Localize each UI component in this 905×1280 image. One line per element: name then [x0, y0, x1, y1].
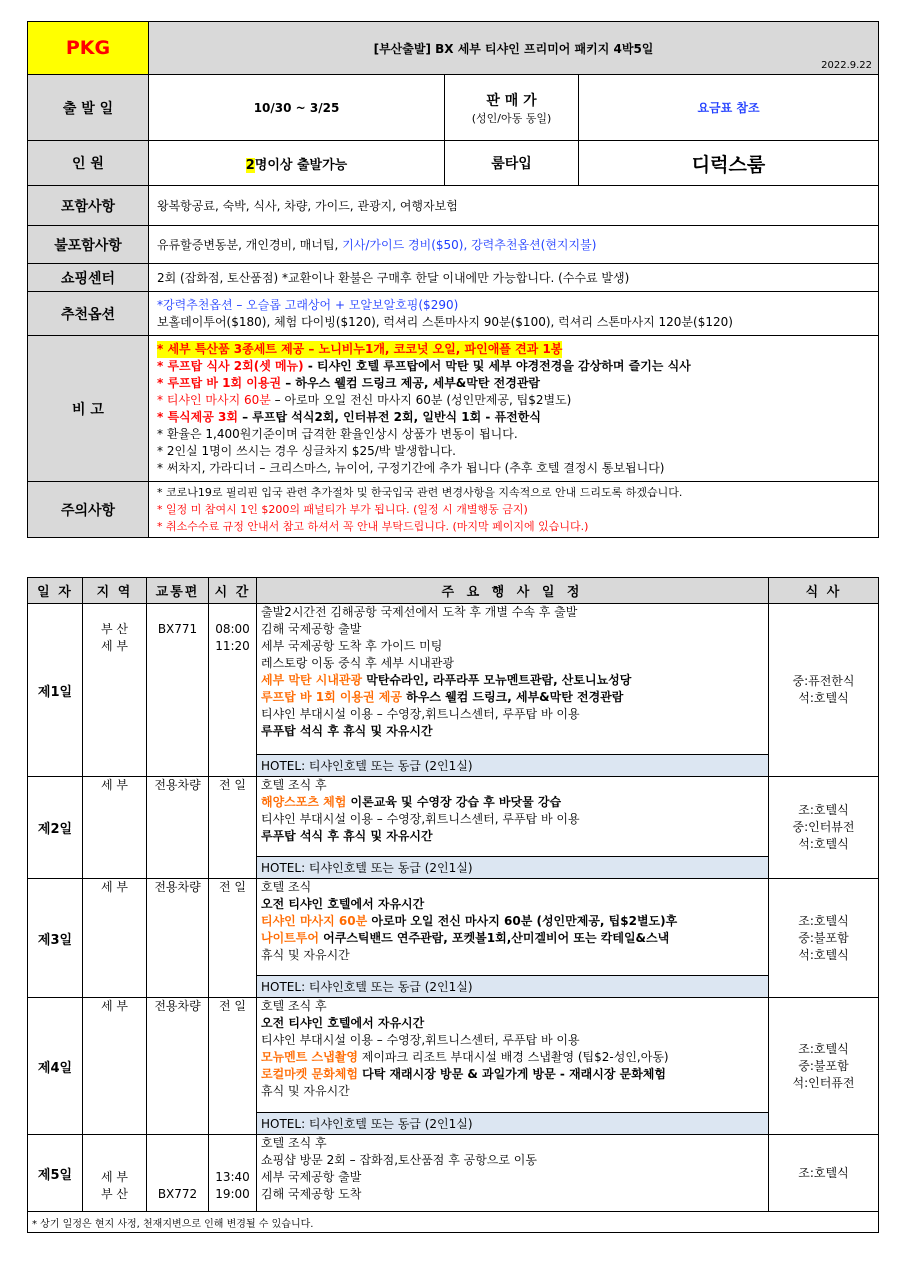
room-label: 룸타입 [445, 141, 579, 186]
header-schedule: 주 요 행 사 일 정 [257, 578, 769, 604]
schedule-table [27, 577, 879, 1233]
schedule-line: 루프탑 바 1회 이용권 제공 하우스 웰컴 드링크, 세부&막탄 전경관람 [261, 690, 624, 704]
header-day: 일 자 [28, 578, 83, 604]
remark-cell [149, 336, 879, 482]
schedule-line: 출발2시간전 김해공항 국제선에서 도착 후 개별 수속 후 출발 [261, 605, 578, 619]
day-1-schedule [257, 604, 769, 755]
option-line-1: *강력추천옵션 – 오슬롭 고래상어 + 모알보알호핑($290) [157, 297, 459, 312]
shop-label: 쇼핑센터 [28, 264, 149, 292]
people-num: 2 [245, 157, 255, 173]
schedule-line: 세부 국제공항 출발 [261, 1170, 362, 1184]
remark-4: * 티샤인 마사지 60분 – 아로마 오일 전신 마사지 60분 (성인만제공, 팁$2별도) [157, 392, 572, 407]
people-cell [149, 141, 445, 186]
schedule-line: 티샤인 부대시설 이용 – 수영장,휘트니스센터, 루푸탑 바 이용 [261, 1033, 580, 1047]
day-4: 제4일 [28, 998, 83, 1135]
schedule-line: 티샤인 마사지 60분 아로마 오일 전신 마사지 60분 (성인만제공, 팁$2별도)후 [261, 914, 678, 928]
shop-value: 2회 (잡화점, 토산품점) *교환이나 환불은 구매후 한달 이내에만 가능합니다. (수수료 발생) [149, 264, 879, 292]
day-4-schedule [257, 998, 769, 1113]
day-5-transport: BX772 [147, 1135, 209, 1212]
header-time: 시 간 [209, 578, 257, 604]
day-4-hotel: HOTEL: 티샤인호텔 또는 동급 (2인1실) [257, 1113, 769, 1135]
price-sub: (성인/아동 동일) [471, 111, 552, 125]
schedule-line: 호텔 조식 [261, 880, 312, 894]
day-3-meals: 조:호텔식 중:불포함 석:호텔식 [769, 879, 879, 998]
exclude-label: 불포함사항 [28, 226, 149, 264]
remark-3: * 루프탑 바 1회 이용권 – 하우스 웰컴 드링크 제공, 세부&막탄 전경관람 [157, 375, 541, 390]
exclude-value-highlight: 기사/가이드 경비($50), 강력추천옵션(현지지불) [342, 238, 597, 252]
day-4-time: 전 일 [209, 998, 257, 1135]
include-label: 포함사항 [28, 186, 149, 226]
schedule-line: 티샤인 부대시설 이용 – 수영장,휘트니스센터, 루푸탑 바 이용 [261, 707, 580, 721]
schedule-line: 티샤인 부대시설 이용 – 수영장,휘트니스센터, 루푸탑 바 이용 [261, 812, 580, 826]
footnote: * 상기 일정은 현지 사정, 천재지변으로 인해 변경될 수 있습니다. [28, 1212, 879, 1233]
day-1-hotel: HOTEL: 티샤인호텔 또는 동급 (2인1실) [257, 755, 769, 777]
schedule-line: 호텔 조식 후 [261, 778, 327, 792]
pkg-badge: PKG [28, 22, 149, 75]
schedule-line: 휴식 및 자유시간 [261, 948, 350, 962]
day-2-transport: 전용차량 [147, 777, 209, 879]
day-3-hotel: HOTEL: 티샤인호텔 또는 동급 (2인1실) [257, 976, 769, 998]
header-transport: 교통편 [147, 578, 209, 604]
day-2-region: 세 부 [83, 777, 147, 879]
caution-3: * 취소수수료 규정 안내서 참고 하셔서 꼭 안내 부탁드립니다. (마지막 페이지에 있습니다.) [157, 520, 589, 533]
departure-label: 출 발 일 [28, 75, 149, 141]
remark-7: * 2인실 1명이 쓰시는 경우 싱글차지 $25/박 발생합니다. [157, 443, 456, 458]
day-2-schedule [257, 777, 769, 857]
people-label: 인 원 [28, 141, 149, 186]
departure-value: 10/30 ~ 3/25 [149, 75, 445, 141]
price-label: 판 매 가 [486, 92, 537, 109]
include-value: 왕복항공료, 숙박, 식사, 차량, 가이드, 관광지, 여행자보험 [149, 186, 879, 226]
package-info-table [27, 21, 879, 538]
price-label-cell [445, 75, 579, 141]
header-region: 지 역 [83, 578, 147, 604]
schedule-line: 루푸탑 석식 후 휴식 및 자유시간 [261, 829, 433, 843]
schedule-line: 세부 막탄 시내관광 막탄슈라인, 라푸라푸 모뉴멘트관람, 산토니뇨성당 [261, 673, 632, 687]
remark-6: * 환율은 1,400원기준이며 급격한 환율인상시 상품가 변동이 됩니다. [157, 426, 518, 441]
day-3-time: 전 일 [209, 879, 257, 998]
remark-1: * 세부 특산품 3종세트 제공 – 노니비누1개, 코코넛 오일, 파인애플 견과 1봉 [157, 341, 563, 356]
schedule-line: 김해 국제공항 출발 [261, 622, 362, 636]
schedule-line: 레스토랑 이동 중식 후 세부 시내관광 [261, 656, 454, 670]
price-value: 요금표 참조 [579, 75, 879, 141]
day-5: 제5일 [28, 1135, 83, 1212]
schedule-line: 로컬마켓 문화체험 다탁 재래시장 방문 & 과일가게 방문 - 재래시장 문화체험 [261, 1067, 666, 1081]
room-value: 디럭스룸 [579, 141, 879, 186]
schedule-line: 모뉴멘트 스냅촬영 제이파크 리조트 부대시설 배경 스냅촬영 (팁$2-성인,아동) [261, 1050, 669, 1064]
day-3-transport: 전용차량 [147, 879, 209, 998]
issue-date: 2022.9.22 [821, 60, 873, 71]
schedule-line: 해양스포츠 체험 이론교육 및 수영장 강습 후 바닷물 강습 [261, 795, 562, 809]
schedule-line: 나이트투어 어쿠스틱밴드 연주관람, 포켓볼1회,산미겔비어 또는 칵테일&스낵 [261, 931, 670, 945]
remark-label: 비 고 [28, 336, 149, 482]
remark-5: * 특식제공 3회 – 루프탑 석식2회, 인터뷰전 2회, 일반식 1회 - 퓨전한식 [157, 409, 541, 424]
day-4-region: 세 부 [83, 998, 147, 1135]
caution-label: 주의사항 [28, 482, 149, 538]
day-1: 제1일 [28, 604, 83, 777]
option-line-2: 보홀데이투어($180), 체험 다이빙($120), 럭셔리 스톤마사지 90분($100), 럭셔리 스톤마사지 120분($120) [157, 314, 733, 329]
package-title-cell [149, 22, 879, 75]
caution-cell [149, 482, 879, 538]
schedule-line: 쇼핑샵 방문 2회 – 잡화점,토산품점 후 공항으로 이동 [261, 1153, 537, 1167]
day-2-meals: 조:호텔식 중:인터뷰전 석:호텔식 [769, 777, 879, 879]
caution-1: * 코로나19로 필리핀 입국 관련 추가절차 및 한국입국 관련 변경사항을 지속적으로 안내 드리도록 하겠습니다. [157, 486, 683, 499]
schedule-line: 호텔 조식 후 [261, 1136, 327, 1150]
day-5-meals: 조:호텔식 [769, 1135, 879, 1212]
remark-8: * 써차지, 가라디너 – 크리스마스, 뉴이어, 구정기간에 추가 됩니다 (추후 호텔 결정시 통보됩니다) [157, 460, 665, 475]
day-1-meals: 중:퓨전한식 석:호텔식 [769, 604, 879, 777]
schedule-line: 호텔 조식 후 [261, 999, 327, 1013]
exclude-value: 유류할증변동분, 개인경비, 매너팁, [157, 238, 343, 252]
people-value: 명이상 출발가능 [254, 157, 348, 173]
day-2: 제2일 [28, 777, 83, 879]
day-3: 제3일 [28, 879, 83, 998]
package-title: [부산출발] BX 세부 티샤인 프리미어 패키지 4박5일 [373, 41, 654, 56]
day-4-transport: 전용차량 [147, 998, 209, 1135]
day-5-schedule [257, 1135, 769, 1212]
option-cell [149, 292, 879, 336]
caution-2: * 일정 미 참여시 1인 $200의 패널티가 부가 됩니다. (일정 시 개별행동 금지) [157, 503, 528, 516]
day-1-region: 부 산 세 부 [83, 604, 147, 777]
schedule-line: 오전 티샤인 호텔에서 자유시간 [261, 1016, 425, 1030]
day-3-schedule [257, 879, 769, 976]
day-1-time: 08:00 11:20 [209, 604, 257, 777]
schedule-line: 오전 티샤인 호텔에서 자유시간 [261, 897, 425, 911]
exclude-cell [149, 226, 879, 264]
option-label: 추천옵션 [28, 292, 149, 336]
schedule-line: 세부 국제공항 도착 후 가이드 미팅 [261, 639, 443, 653]
schedule-line: 루푸탑 석식 후 휴식 및 자유시간 [261, 724, 433, 738]
day-3-region: 세 부 [83, 879, 147, 998]
day-5-region: 세 부 부 산 [83, 1135, 147, 1212]
day-4-meals: 조:호텔식 중:불포함 석:인터퓨전 [769, 998, 879, 1135]
header-meal: 식 사 [769, 578, 879, 604]
day-5-time: 13:40 19:00 [209, 1135, 257, 1212]
day-2-time: 전 일 [209, 777, 257, 879]
schedule-line: 휴식 및 자유시간 [261, 1084, 350, 1098]
schedule-line: 김해 국제공항 도착 [261, 1187, 362, 1201]
day-1-transport: BX771 [147, 604, 209, 777]
day-2-hotel: HOTEL: 티샤인호텔 또는 동급 (2인1실) [257, 857, 769, 879]
remark-2: * 루프탑 식사 2회(셋 메뉴) - 티샤인 호텔 루프탑에서 막탄 및 세부 야경전경을 감상하며 즐기는 식사 [157, 358, 691, 373]
